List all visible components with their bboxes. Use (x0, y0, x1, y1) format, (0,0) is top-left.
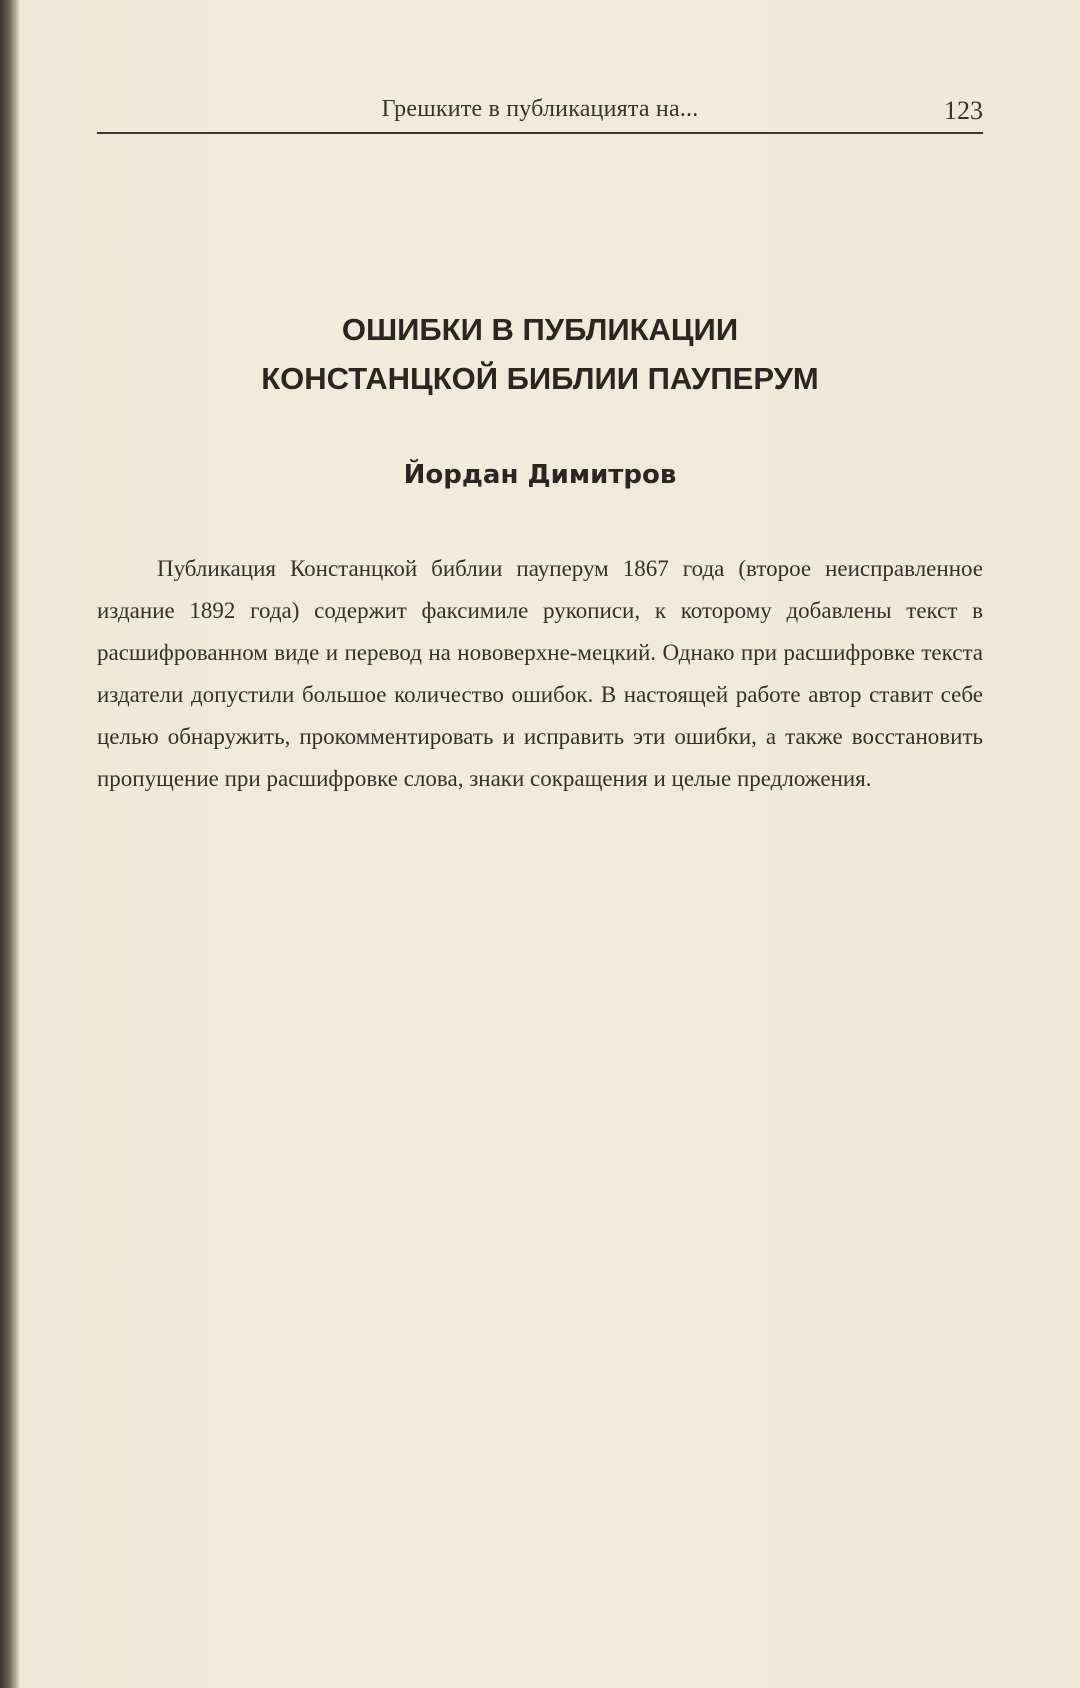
article-title-line-1: ОШИБКИ В ПУБЛИКАЦИИ (341, 312, 739, 347)
running-header (97, 96, 983, 134)
book-spine-shadow (0, 0, 20, 1688)
author-name: Йордан Димитров (403, 460, 677, 490)
running-title: Грешките в публикацията на... (381, 96, 699, 122)
abstract-paragraph: Публикация Констанцкой библии пауперум 1867 года (второе неисправленное издание 1892 года) содержит факсимиле рукописи, к которому добавлены текст в расшифрованном виде и перевод на нововерхне-мецкий. Однако при расшифровке текста издатели допустили большое количество ошибок. В настоящей работе автор ставит себе целью обнаружить, прокомментировать и исправить эти ошибки, а также восстановить пропущение при расшифровке слова, знаки сокращения и целые предложения. (97, 556, 983, 791)
article-title-line-2: КОНСТАНЦКОЙ БИБЛИИ ПАУПЕРУМ (261, 361, 819, 396)
page-number: 123 (944, 96, 983, 125)
article-title (97, 305, 983, 403)
